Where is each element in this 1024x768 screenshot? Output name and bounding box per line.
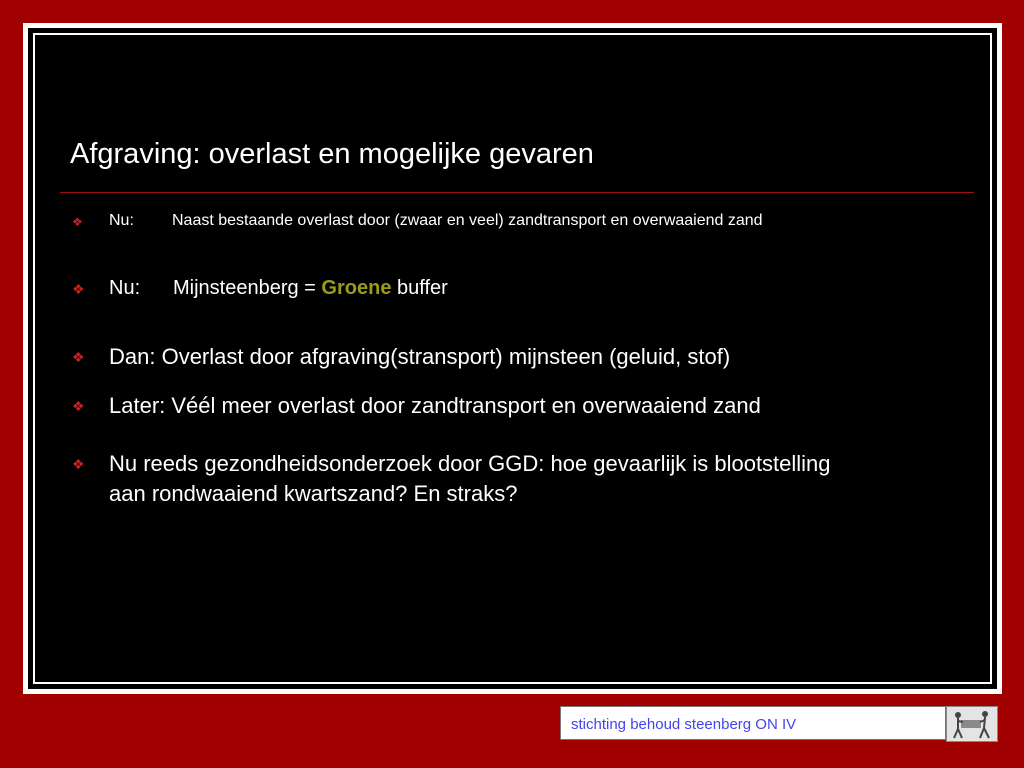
bullet-lead: Nu: bbox=[109, 277, 141, 299]
bullet-lead: Nu: bbox=[109, 212, 134, 229]
bullet-diamond-icon: ❖ bbox=[72, 398, 85, 414]
slide-title: Afgraving: overlast en mogelijke gevaren bbox=[70, 138, 594, 170]
footer-label-box bbox=[560, 706, 946, 740]
bullet-text-line1: Nu reeds gezondheidsonderzoek door GGD: hoe gevaarlijk is blootstelling bbox=[109, 451, 831, 476]
bullet-text-before: Mijnsteenberg = bbox=[173, 277, 322, 299]
bullet-text: Dan: Overlast door afgraving(stransport) mijnsteen (geluid, stof) bbox=[109, 344, 731, 369]
bullet-text-after: buffer bbox=[391, 277, 448, 299]
people-carrying-icon bbox=[946, 706, 998, 742]
footer-text: stichting behoud steenberg ON IV bbox=[571, 716, 797, 733]
title-divider bbox=[60, 192, 974, 193]
bullet-diamond-icon: ❖ bbox=[72, 349, 85, 365]
bullet-text: Later: Véél meer overlast door zandtransport en overwaaiend zand bbox=[109, 393, 761, 418]
bullet-text bbox=[173, 277, 448, 300]
bullet-diamond-icon: ❖ bbox=[72, 215, 83, 229]
bullet-text-line2: aan rondwaaiend kwartszand? En straks? bbox=[109, 481, 518, 506]
bullet-text: Naast bestaande overlast door (zwaar en veel) zandtransport en overwaaiend zand bbox=[172, 212, 763, 229]
bullet-diamond-icon: ❖ bbox=[72, 281, 85, 297]
highlight-word: Groene bbox=[321, 277, 392, 299]
bullet-diamond-icon: ❖ bbox=[72, 456, 85, 472]
